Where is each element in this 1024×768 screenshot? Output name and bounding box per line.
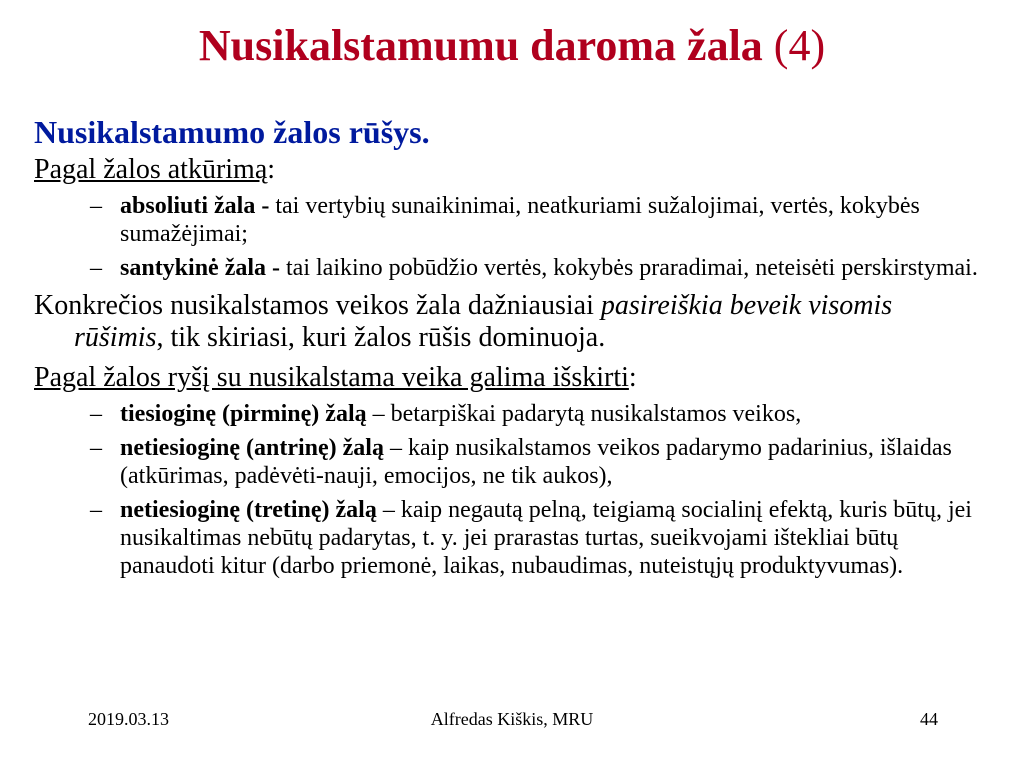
section1-label xyxy=(34,154,984,186)
para-start: Konkrečios nusikalstamos veikos žala dažniausiai xyxy=(34,290,601,321)
item-text: tai laikino pobūdžio vertės, kokybės praradimai, neteisėti perskirstymai. xyxy=(280,255,978,281)
bullet-dash: – xyxy=(90,193,102,219)
slide-content xyxy=(34,112,984,580)
bullet-dash: – xyxy=(90,435,102,461)
item-text: – kaip negautą pelną, teigiamą socialinį efektą, kuris būtų, jei nusikaltimas nebūtų padarytas, t. y. jei prarastas turtas, sueikvojami ištekliai būtų panaudoti kitur (darbo priemonė, laikas, nubaudimas, nuteistųjų produktyvumas). xyxy=(120,497,972,579)
item-term: netiesioginę (antrinę) žalą xyxy=(120,435,384,461)
bullet-dash: – xyxy=(90,401,102,427)
list-item xyxy=(34,192,984,248)
para-end: , tik skiriasi, kuri žalos rūšis dominuoja. xyxy=(156,322,606,353)
summary-paragraph xyxy=(34,290,984,354)
section1-label-text: Pagal žalos atkūrimą xyxy=(34,154,268,185)
footer-author: Alfredas Kiškis, MRU xyxy=(430,709,594,729)
section2-colon: : xyxy=(628,362,637,393)
list-item xyxy=(34,400,984,428)
item-text: – kaip nusikalstamos veikos padarymo padarinius, išlaidas (atkūrimas, padėvėti-nauji, emocijos, ne tik aukos), xyxy=(120,435,952,489)
bullet-dash: – xyxy=(90,255,102,281)
item-term: absoliuti žala - xyxy=(120,193,270,219)
item-term: netiesioginę (tretinę) žalą xyxy=(120,497,377,523)
section-heading: Nusikalstamumo žalos rūšys. xyxy=(34,114,430,150)
list-item xyxy=(34,496,984,580)
section2-label-text: Pagal žalos ryšį su nusikalstama veika galima išskirti xyxy=(34,362,629,393)
title-number: (4) xyxy=(773,21,826,70)
title-text: Nusikalstamumu daroma žala xyxy=(198,21,763,70)
footer-date: 2019.03.13 xyxy=(88,709,169,729)
para-italic: pasireiškia beveik visomis rūšimis xyxy=(74,290,893,353)
section1-colon: : xyxy=(267,154,276,185)
list-item xyxy=(34,254,984,282)
item-text: tai vertybių sunaikinimai, neatkuriami sužalojimai, vertės, kokybės sumažėjimai; xyxy=(120,193,920,247)
footer-page-number: 44 xyxy=(920,709,938,729)
item-term: santykinė žala - xyxy=(120,255,281,281)
item-term: tiesioginę (pirminę) žalą xyxy=(120,401,367,427)
list-item xyxy=(34,434,984,490)
bullet-dash: – xyxy=(90,497,102,523)
item-text: – betarpiškai padarytą nusikalstamos veikos, xyxy=(366,401,802,427)
slide-title xyxy=(0,18,1024,74)
section2-label xyxy=(34,362,984,394)
